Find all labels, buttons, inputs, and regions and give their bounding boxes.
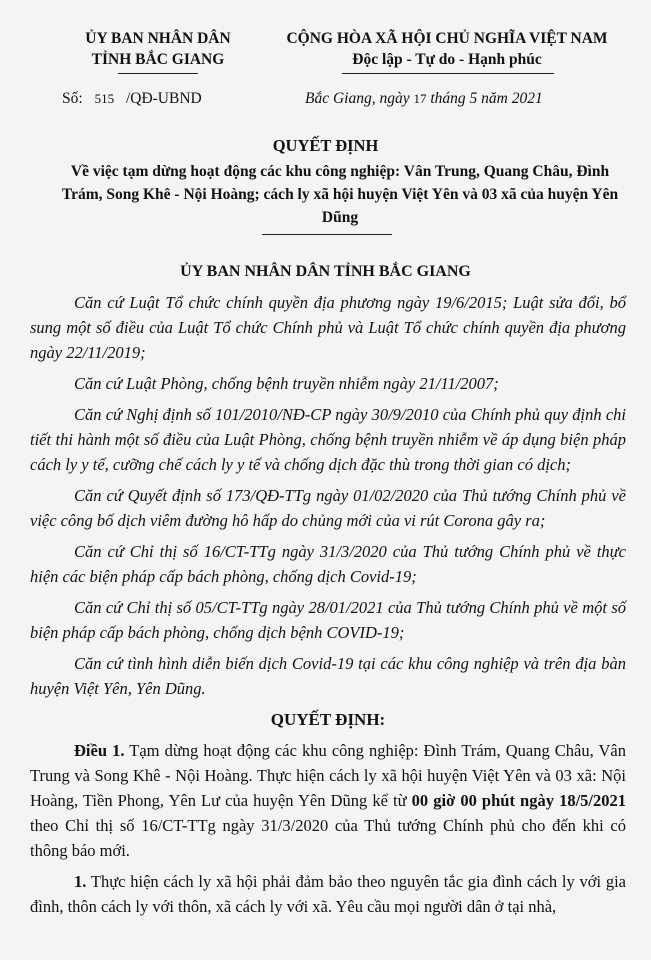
national-motto-header (262, 28, 632, 70)
document-subject: Về việc tạm dừng hoạt động các khu công nghiệp: Vân Trung, Quang Châu, Đình Trám, Song Khê - Nội Hoàng; cách ly xã hội huyện Việt Yên và 03 xã của huyện Yên Dũng (61, 163, 619, 226)
motto-underline (342, 73, 554, 74)
legal-basis-7: Căn cứ tình hình diễn biến dịch Covid-19 tại các khu công nghiệp và trên địa bàn huyện Việt Yên, Yên Dũng. (30, 654, 626, 698)
article-1-item-1: 1. Thực hiện cách ly xã hội phải đảm bảo theo nguyên tắc gia đình cách ly với gia đình, thôn cách ly với thôn, xã cách ly với xã. Yêu cầu mọi người dân ở tại nhà, (30, 872, 626, 916)
agency-underline (118, 73, 198, 74)
document-body (30, 290, 626, 925)
legal-basis-3: Căn cứ Nghị định số 101/2010/NĐ-CP ngày 30/9/2010 của Chính phủ quy định chi tiết thi hành một số điều của Luật Phòng, chống bệnh truyền nhiễm về áp dụng biện pháp cách ly y tế, cưỡng chế cách ly y tế và chống dịch đặc thù trong thời gian có dịch; (30, 405, 626, 474)
legal-basis-4: Căn cứ Quyết định số 173/QĐ-TTg ngày 01/02/2020 của Thủ tướng Chính phủ về việc công bố dịch viêm đường hô hấp do chủng mới của vi rút Corona gây ra; (30, 486, 626, 530)
legal-basis-2: Căn cứ Luật Phòng, chống bệnh truyền nhiễm ngày 21/11/2007; (74, 374, 499, 393)
motto: Độc lập - Tự do - Hạnh phúc (352, 51, 542, 68)
effective-time: 00 giờ 00 phút ngày 18/5/2021 (411, 791, 626, 810)
legal-basis-1: Căn cứ Luật Tổ chức chính quyền địa phương ngày 19/6/2015; Luật sửa đổi, bổ sung một số điều của Luật Tổ chức Chính phủ và Luật Tổ chức chính quyền địa phương ngày 22/11/2019; (30, 293, 626, 362)
agency-line-2: TỈNH BẮC GIANG (91, 51, 225, 68)
document-number-value: 515 (94, 91, 115, 106)
agency-line-1: ỦY BAN NHÂN DÂN (85, 30, 231, 47)
document-number: Số: 515 /QĐ-UBND (62, 90, 202, 107)
article-1: Điều 1. Tạm dừng hoạt động các khu công nghiệp: Đình Trám, Quang Châu, Vân Trung và Song Khê - Nội Hoàng. Thực hiện cách ly xã hội huyện Việt Yên và 03 xã: Nội Hoàng, Tiền Phong, Yên Lư của huyện Yên Dũng kể từ 00 giờ 00 phút ngày 18/5/2021 theo Chỉ thị số 16/CT-TTg ngày 31/3/2020 của Thủ tướng Chính phủ cho đến khi có thông báo mới. (30, 741, 627, 860)
legal-basis-5: Căn cứ Chỉ thị số 16/CT-TTg ngày 31/3/2020 của Thủ tướng Chính phủ về thực hiện các biện pháp cấp bách phòng, chống dịch Covid-19; (30, 542, 626, 586)
country-name: CỘNG HÒA XÃ HỘI CHỦ NGHĨA VIỆT NAM (286, 30, 608, 47)
article-1-label: Điều 1. (74, 741, 125, 760)
decision-heading: QUYẾT ĐỊNH: (270, 710, 386, 729)
authority-heading: ỦY BAN NHÂN DÂN TỈNH BẮC GIANG (180, 263, 471, 280)
document-title: QUYẾT ĐỊNH (272, 136, 379, 155)
issuing-agency-header (58, 28, 258, 70)
subject-underline (262, 234, 392, 235)
date-day: 17 (413, 91, 427, 106)
legal-basis-6: Căn cứ Chỉ thị số 05/CT-TTg ngày 28/01/2021 của Thủ tướng Chính phủ về một số biện pháp cấp bách phòng, chống dịch bệnh COVID-19; (30, 598, 626, 642)
place-date: Bắc Giang, ngày 17 tháng 5 năm 2021 (305, 90, 543, 107)
